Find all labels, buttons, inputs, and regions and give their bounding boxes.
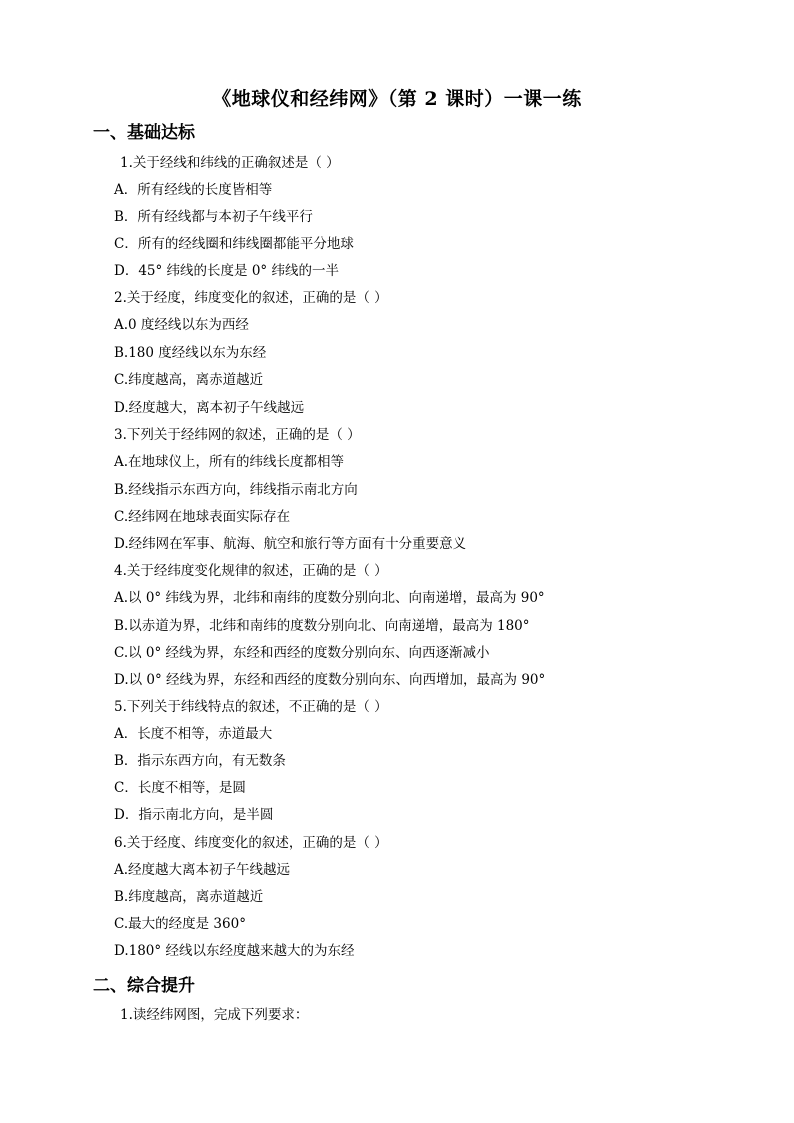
option-4a: A.以 0° 纬线为界，北纬和南纬的度数分别向北、向南递增，最高为 90°: [114, 590, 545, 606]
option-5d: D．指示南北方向，是半圆: [114, 807, 274, 823]
section-heading-advanced: 二、综合提升: [93, 976, 195, 996]
option-6c: C.最大的经度是 360°: [114, 916, 246, 932]
question-1: 1.关于经线和纬线的正确叙述是（ ）: [120, 155, 340, 171]
option-6b: B.纬度越高，离赤道越近: [114, 889, 264, 905]
option-2c: C.纬度越高，离赤道越近: [114, 372, 264, 388]
option-1c: C．所有的经线圈和纬线圈都能平分地球: [114, 236, 354, 252]
question-2: 2.关于经度，纬度变化的叙述，正确的是（ ）: [114, 290, 388, 306]
option-6a: A.经度越大离本初子午线越远: [114, 862, 291, 878]
option-2b: B.180 度经线以东为东经: [114, 345, 267, 361]
option-4d: D.以 0° 经线为界，东经和西经的度数分别向东、向西增加，最高为 90°: [114, 672, 546, 688]
option-5c: C．长度不相等，是圆: [114, 780, 246, 796]
option-3c: C.经纬网在地球表面实际存在: [114, 509, 291, 525]
question-5: 5.下列关于纬线特点的叙述，不正确的是（ ）: [114, 699, 388, 715]
option-1a: A．所有经线的长度皆相等: [114, 182, 273, 198]
document-title: 《地球仪和经纬网》（第 2 课时）一课一练: [212, 88, 582, 110]
option-6d: D.180° 经线以东经度越来越大的为东经: [114, 943, 355, 959]
option-2d: D.经度越大，离本初子午线越远: [114, 400, 305, 416]
option-3a: A.在地球仪上，所有的纬线长度都相等: [114, 454, 345, 470]
option-2a: A.0 度经线以东为西经: [114, 317, 249, 333]
option-4c: C.以 0° 经线为界，东经和西经的度数分别向东、向西逐渐减小: [114, 645, 490, 661]
option-1b: B．所有经线都与本初子午线平行: [114, 209, 313, 225]
option-4b: B.以赤道为界，北纬和南纬的度数分别向北、向南递增，最高为 180°: [114, 618, 530, 634]
option-5b: B．指示东西方向，有无数条: [114, 753, 286, 769]
option-3b: B.经线指示东西方向，纬线指示南北方向: [114, 482, 358, 498]
question-3: 3.下列关于经纬网的叙述，正确的是（ ）: [114, 427, 361, 443]
option-5a: A．长度不相等，赤道最大: [114, 726, 273, 742]
question-2-1: 1.读经纬网图，完成下列要求：: [120, 1007, 309, 1023]
section-heading-basic: 一、基础达标: [93, 123, 195, 143]
question-4: 4.关于经纬度变化规律的叙述，正确的是（ ）: [114, 563, 388, 579]
option-1d: D．45° 纬线的长度是 0° 纬线的一半: [114, 263, 339, 279]
option-3d: D.经纬网在军事、航海、航空和旅行等方面有十分重要意义: [114, 536, 467, 552]
question-6: 6.关于经度、纬度变化的叙述，正确的是（ ）: [114, 835, 388, 851]
